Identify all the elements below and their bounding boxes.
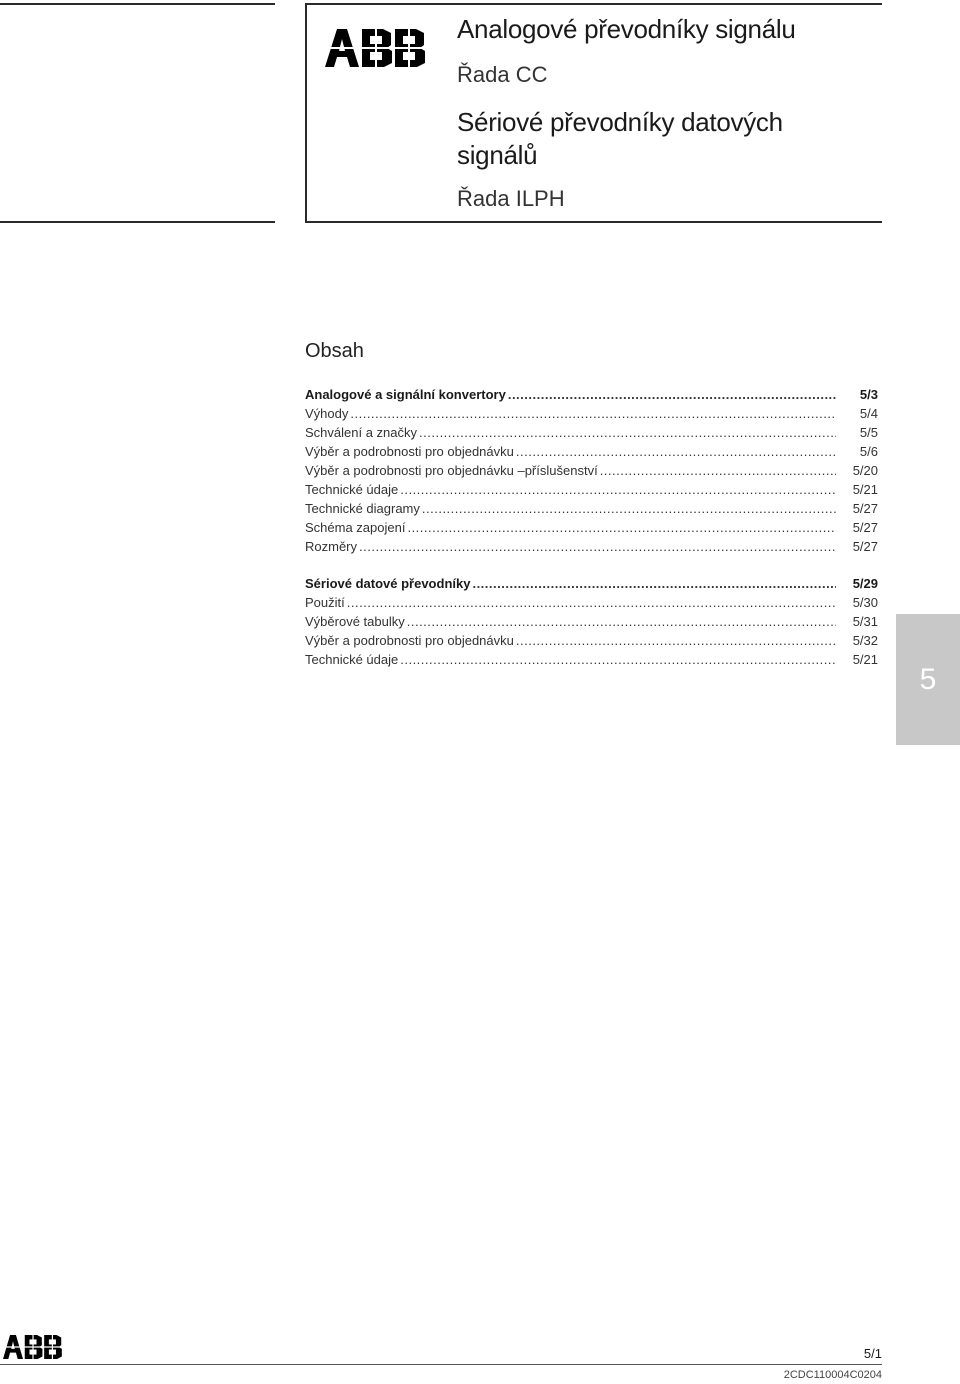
toc-entry-page: 5/30: [852, 595, 878, 610]
toc-entry-page: 5/21: [852, 652, 878, 667]
toc-entry-page: 5/4: [859, 406, 878, 421]
toc-entry-page: 5/27: [852, 520, 878, 535]
toc-leader: [419, 425, 836, 440]
toc-leader: [347, 595, 836, 610]
toc-leader: [350, 406, 836, 421]
toc-leader: [400, 482, 836, 497]
toc-entry[interactable]: [305, 595, 878, 614]
toc-entry-page: 5/21: [852, 482, 878, 497]
toc-entry-page: 5/32: [852, 633, 878, 648]
toc-entry[interactable]: [305, 387, 878, 406]
toc-leader: [508, 387, 836, 402]
toc-entry-label: Výhody: [305, 406, 349, 421]
toc-entry[interactable]: [305, 482, 878, 501]
toc-entry[interactable]: [305, 652, 878, 671]
toc-entry-page: 5/27: [852, 539, 878, 554]
toc-leader: [400, 652, 836, 667]
toc-entry-label: Technické údaje: [305, 482, 399, 497]
page-title: Analogové převodníky signálu: [457, 14, 796, 44]
series-label-cc: Řada CC: [457, 62, 548, 87]
toc-entry-page: 5/6: [859, 444, 878, 459]
toc-entry[interactable]: [305, 406, 878, 425]
toc-entry[interactable]: [305, 520, 878, 539]
toc-leader: [407, 520, 836, 535]
toc-leader: [472, 576, 836, 591]
header-bottom-rule-left: [0, 221, 275, 223]
page-title-secondary: Sériové převodníky datových signálů: [457, 107, 783, 170]
toc-entry[interactable]: [305, 501, 878, 520]
toc-entry-page: 5/27: [852, 501, 878, 516]
toc-entry-label: Schválení a značky: [305, 425, 418, 440]
toc-leader: [516, 444, 836, 459]
header-top-rule-left: [0, 3, 275, 5]
toc-entry-page: 5/3: [859, 387, 878, 402]
abb-logo-footer-icon: [3, 1335, 63, 1359]
toc-entry-label: Výběr a podrobnosti pro objednávku –příslušenství: [305, 463, 598, 478]
toc-entry-label: Schéma zapojení: [305, 520, 406, 535]
toc-entry-page: 5/29: [852, 576, 878, 591]
footer-rule: [0, 1364, 882, 1365]
toc-entry-label: Výběr a podrobnosti pro objednávku: [305, 444, 514, 459]
toc-leader: [516, 633, 836, 648]
toc-leader: [359, 539, 836, 554]
toc-entry-label: Výběrové tabulky: [305, 614, 405, 629]
toc-entry-label: Technické údaje: [305, 652, 399, 667]
toc-entry-label: Technické diagramy: [305, 501, 420, 516]
toc-entry-page: 5/31: [852, 614, 878, 629]
series-label-ilph: Řada ILPH: [457, 186, 565, 211]
toc-entry-label: Analogové a signální konvertory: [305, 387, 506, 402]
toc-entry-page: 5/20: [852, 463, 878, 478]
toc-entry-label: Rozměry: [305, 539, 358, 554]
toc-entry[interactable]: [305, 539, 878, 558]
toc-entry[interactable]: [305, 633, 878, 652]
toc-entry-label: Výběr a podrobnosti pro objednávku: [305, 633, 514, 648]
page-number: 5/1: [863, 1346, 882, 1361]
toc-section-analog: [305, 387, 878, 558]
toc-entry[interactable]: [305, 463, 878, 482]
header-bottom-rule-right: [305, 221, 882, 223]
toc-entry[interactable]: [305, 425, 878, 444]
chapter-tab[interactable]: 5: [896, 614, 960, 745]
header-top-rule-right: [305, 3, 882, 5]
toc-section-serial: [305, 576, 878, 671]
header-vertical-rule: [305, 3, 307, 223]
toc-leader: [407, 614, 836, 629]
toc-leader: [422, 501, 836, 516]
abb-logo-icon: [325, 29, 427, 67]
toc-entry[interactable]: [305, 614, 878, 633]
toc-entry-page: 5/5: [859, 425, 878, 440]
toc-entry-label: Sériové datové převodníky: [305, 576, 471, 591]
document-code: 2CDC110004C0204: [783, 1369, 882, 1381]
toc-leader: [600, 463, 836, 478]
contents-heading: Obsah: [305, 340, 364, 362]
toc-entry[interactable]: [305, 576, 878, 595]
toc-entry-label: Použití: [305, 595, 345, 610]
toc-entry[interactable]: [305, 444, 878, 463]
